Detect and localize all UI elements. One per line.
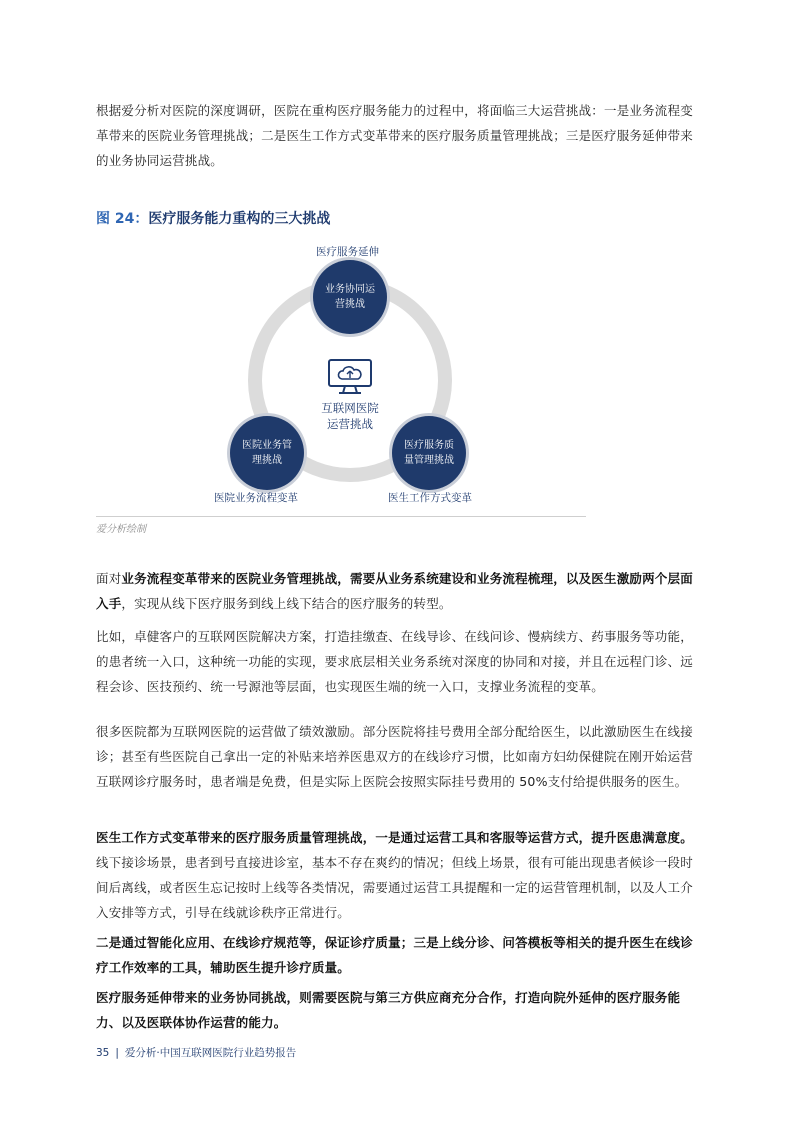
figure-number: 图 24： [96,211,149,227]
bottom-left-label: 医院业务流程变革 [214,492,298,504]
intro-paragraph: 根据爱分析对医院的深度调研，医院在重构医疗服务能力的过程中，将面临三大运营挑战：一是业务流程变革带来的医院业务管理挑战；二是医生工作方式变革带来的医疗服务质量管理挑战；三是医疗服务延伸带来的业务协同运营挑战。 [96,103,693,168]
figure-divider [96,516,586,517]
cloud-monitor-icon [327,358,373,396]
right-node: 医疗服务质量管理挑战 [392,416,466,490]
figure-title-text: 医疗服务能力重构的三大挑战 [148,211,331,227]
bottom-right-label: 医生工作方式变革 [388,492,472,504]
paragraph-2: 比如，卓健客户的互联网医院解决方案，打造挂缴查、在线导诊、在线问诊、慢病续方、药事服务等功能，的患者统一入口，这种统一功能的实现，要求底层相关业务系统对深度的协同和对接，并且在远程门诊、远程会诊、医技预约、统一号源池等层面，也实现医生端的统一入口，支撑业务流程的变革。 [96,629,693,694]
figure-title [96,208,330,228]
paragraph-1: 面对业务流程变革带来的医院业务管理挑战，需要从业务系统建设和业务流程梳理，以及医生激励两个层面入手，实现从线下医疗服务到线上线下结合的医疗服务的转型。 [96,571,693,611]
paragraph-4: 医生工作方式变革带来的医疗服务质量管理挑战，一是通过运营工具和客服等运营方式，提升医患满意度。线下接诊场景，患者到号直接进诊室，基本不存在爽约的情况；但线上场景，很有可能出现患者候诊一段时间后离线，或者医生忘记按时上线等各类情况，需要通过运营工具提醒和一定的运营管理机制，以及人工介入安排等方式，引导在线就诊秩序正常进行。 [96,830,693,920]
left-node: 医院业务管理挑战 [230,416,304,490]
page-footer [96,1045,296,1060]
top-node: 业务协同运营挑战 [313,260,387,334]
challenges-diagram [200,238,500,510]
report-title: 爱分析·中国互联网医院行业趋势报告 [124,1047,297,1059]
paragraph-3: 很多医院都为互联网医院的运营做了绩效激励。部分医院将挂号费用全部分配给医生，以此激励医生在线接诊；甚至有些医院自己拿出一定的补贴来培养医患双方的在线诊疗习惯，比如南方妇幼保健院在刚开始运营互联网诊疗服务时，患者端是免费，但是实际上医院会按照实际挂号费用的 50%支付给提供服务的医生。 [96,724,693,789]
footer-separator: | [115,1047,119,1059]
center-label: 互联网医院 运营挑战 [321,401,379,431]
top-label: 医疗服务延伸 [316,246,379,258]
page-number: 35 [96,1047,110,1059]
figure-source: 爱分析绘制 [96,524,146,535]
paragraph-5: 二是通过智能化应用、在线诊疗规范等，保证诊疗质量；三是上线分诊、问答模板等相关的提升医生在线诊疗工作效率的工具，辅助医生提升诊疗质量。 [96,935,693,975]
paragraph-6: 医疗服务延伸带来的业务协同挑战，则需要医院与第三方供应商充分合作，打造向院外延伸的医疗服务能力、以及医联体协作运营的能力。 [96,990,681,1030]
